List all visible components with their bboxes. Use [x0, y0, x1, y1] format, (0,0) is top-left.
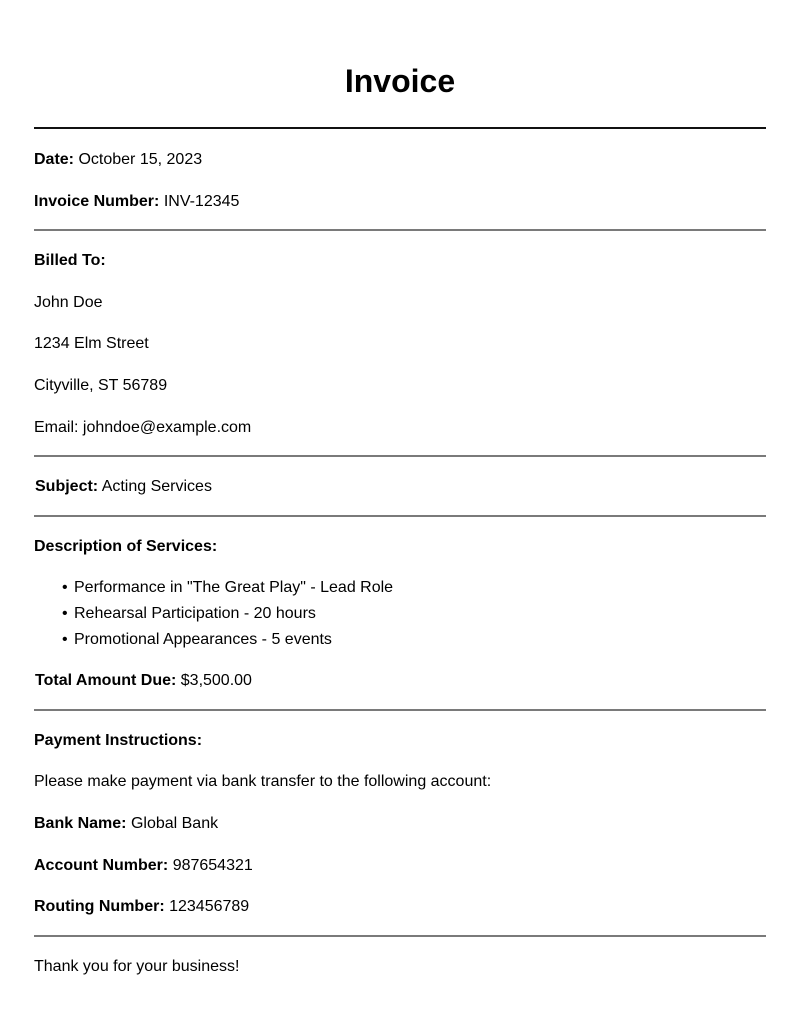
- account-number-label: Account Number:: [34, 857, 169, 874]
- payment-intro: Please make payment via bank transfer to the following account:: [34, 773, 492, 790]
- routing-number-label: Routing Number:: [34, 898, 165, 915]
- subject-value: Acting Services: [101, 478, 212, 495]
- routing-number-line: [34, 897, 249, 917]
- total-value: $3,500.00: [180, 672, 252, 689]
- billed-to-heading: [34, 251, 106, 271]
- service-item: • Promotional Appearances - 5 events: [62, 630, 332, 650]
- bank-name-label: Bank Name:: [34, 815, 127, 832]
- bank-name-value: Global Bank: [130, 815, 219, 832]
- section-divider: [34, 455, 766, 457]
- date-value: October 15, 2023: [78, 151, 203, 168]
- header-divider: [34, 127, 766, 129]
- billed-to-name: John Doe: [34, 294, 103, 311]
- section-divider: [34, 935, 766, 937]
- service-item: • Rehearsal Participation - 20 hours: [62, 604, 316, 624]
- routing-number-value: 123456789: [169, 898, 250, 915]
- billed-to-street: 1234 Elm Street: [34, 335, 149, 352]
- payment-heading-text: Payment Instructions:: [34, 732, 203, 749]
- date-label: Date:: [34, 151, 75, 168]
- section-divider: [34, 709, 766, 711]
- subject-line: [35, 477, 212, 497]
- service-item: • Performance in "The Great Play" - Lead Role: [62, 578, 393, 598]
- total-line: [35, 671, 252, 691]
- total-label: Total Amount Due:: [35, 672, 177, 689]
- account-number-line: [34, 856, 253, 876]
- services-heading: [34, 537, 217, 557]
- services-heading-text: Description of Services:: [34, 538, 218, 555]
- invoice-number-value: INV-12345: [163, 193, 240, 210]
- invoice-title: Invoice: [344, 63, 456, 99]
- billed-to-email: Email: johndoe@example.com: [34, 419, 252, 436]
- billed-to-city: Cityville, ST 56789: [34, 377, 168, 394]
- subject-label: Subject:: [35, 478, 99, 495]
- section-divider: [34, 515, 766, 517]
- account-number-value: 987654321: [172, 857, 253, 874]
- payment-heading: [34, 731, 202, 751]
- date-line: [34, 150, 202, 170]
- invoice-number-label: Invoice Number:: [34, 193, 160, 210]
- section-divider: [34, 229, 766, 231]
- invoice-number-line: [34, 192, 239, 212]
- bank-name-line: [34, 814, 218, 834]
- closing-text: Thank you for your business!: [34, 958, 240, 975]
- billed-to-heading-text: Billed To:: [34, 252, 106, 269]
